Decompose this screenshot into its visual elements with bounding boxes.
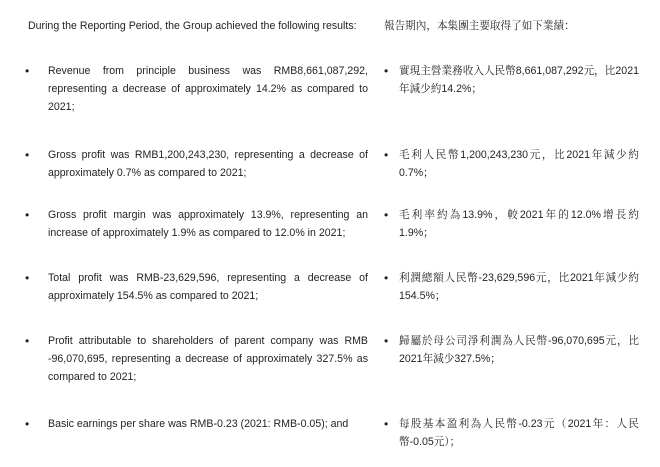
english-item-text: Profit attributable to shareholders of parent company was RMB -96,070,695, representing a decrease of approximately 327.5% as compared to 2021; — [48, 335, 368, 383]
chinese-item-text: 毛利人民幣1,200,243,230元，比2021年減少約0.7%； — [399, 149, 639, 179]
english-item-text: Revenue from principle business was RMB8,661,087,292, representing a decrease of approximately 14.2% as compared to 2021; — [48, 65, 368, 113]
english-item-text: Gross profit margin was approximately 13.9%, representing an increase of approximately 1.9% as compared to 12.0% in 2021; — [48, 209, 368, 239]
chinese-item-text: 實現主營業務收入人民幣8,661,087,292元，比2021年減少約14.2%； — [399, 65, 639, 95]
bullet-icon: • — [384, 148, 389, 162]
bullet-icon: • — [384, 334, 389, 348]
chinese-item-text: 利潤總額人民幣-23,629,596元，比2021年減少約154.5%； — [399, 272, 639, 302]
english-item-text: Basic earnings per share was RMB-0.23 (2021: RMB-0.05); and — [48, 418, 349, 430]
chinese-item-text: 每股基本盈利為人民幣-0.23元（2021年：人民幣-0.05元）； — [399, 418, 639, 448]
english-item-text: Gross profit was RMB1,200,243,230, representing a decrease of approximately 0.7% as compared to 2021; — [48, 149, 368, 179]
bullet-icon: • — [384, 64, 389, 78]
bullet-icon: • — [25, 208, 30, 222]
english-item-text: Total profit was RMB-23,629,596, representing a decrease of approximately 154.5% as compared to 2021; — [48, 272, 368, 302]
bullet-icon: • — [25, 417, 30, 431]
chinese-intro: 報告期內，本集團主要取得了如下業績： — [384, 20, 575, 32]
bullet-icon: • — [25, 148, 30, 162]
bullet-icon: • — [25, 334, 30, 348]
bullet-icon: • — [384, 417, 389, 431]
bullet-icon: • — [25, 64, 30, 78]
english-intro: During the Reporting Period, the Group achieved the following results: — [28, 20, 357, 32]
chinese-item-text: 毛利率約為13.9%，較2021年的12.0%增長約1.9%； — [399, 209, 639, 239]
bullet-icon: • — [25, 271, 30, 285]
chinese-item-text: 歸屬於母公司淨利潤為人民幣-96,070,695元，比2021年減少327.5%； — [399, 335, 639, 365]
bullet-icon: • — [384, 271, 389, 285]
bullet-icon: • — [384, 208, 389, 222]
